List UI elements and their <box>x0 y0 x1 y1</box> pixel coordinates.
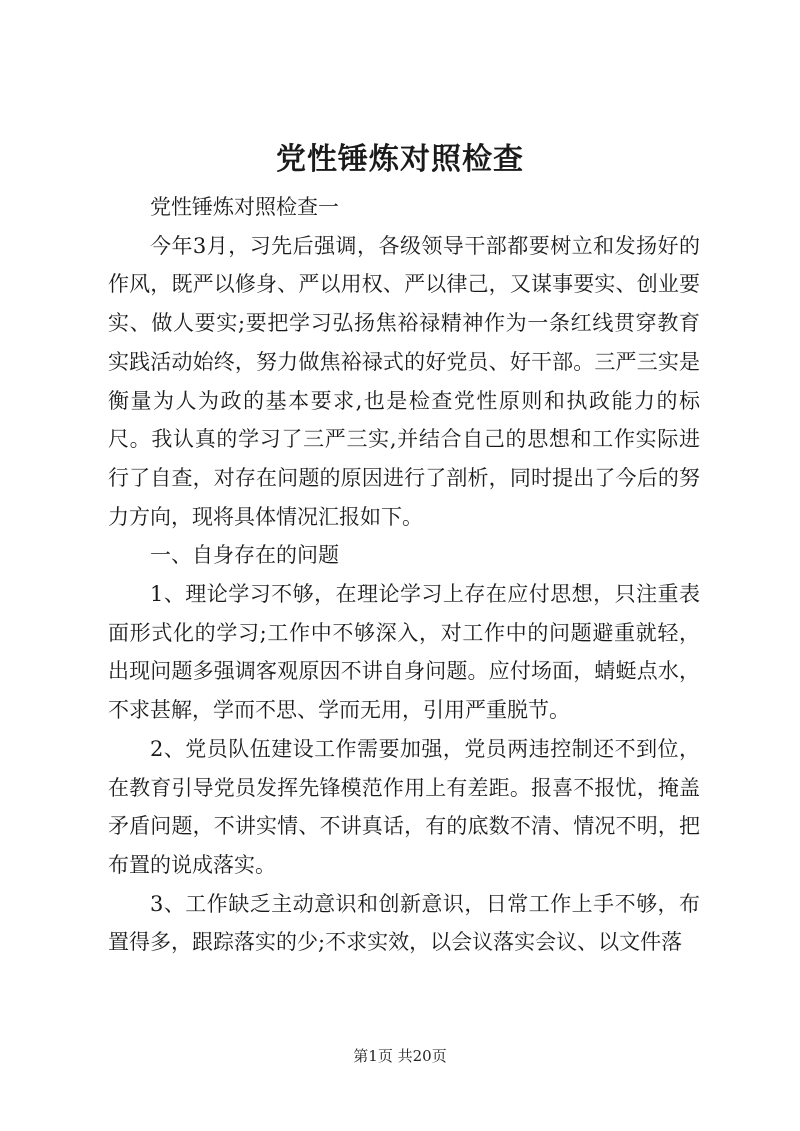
section-heading-intro: 党性锤炼对照检查一 <box>150 195 339 219</box>
paragraph-intro: 今年3月，习先后强调，各级领导干部都要树立和发扬好的作风，既严以修身、严以用权、严以律己，又谋事要实、创业要实、做人要实;要把学习弘扬焦裕禄精神作为一条红线贯穿教育实践活动始终，努力做焦裕禄式的好党员、好干部。三严三实是衡量为人为政的基本要求,也是检查党性原则和执政能力的标尺。我认真的学习了三严三实,并结合自己的思想和工作实际进行了自查，对存在问题的原因进行了剖析，同时提出了今后的努力方向，现将具体情况汇报如下。 <box>108 233 700 529</box>
document-body <box>108 188 700 962</box>
section-heading-problems: 一、自身存在的问题 <box>150 543 339 568</box>
paragraph-problem-2: 2、党员队伍建设工作需要加强，党员两违控制还不到位，在教育引导党员发挥先锋模范作用上有差距。报喜不报忧，掩盖矛盾问题，不讲实情、不讲真话，有的底数不清、情况不明，把布置的说成落实。 <box>108 736 700 877</box>
paragraph-problem-1: 1、理论学习不够，在理论学习上存在应付思想，只注重表面形式化的学习;工作中不够深入，对工作中的问题避重就轻，出现问题多强调客观原因不讲自身问题。应付场面，蜻蜓点水，不求甚解，学而不思、学而无用，引用严重脱节。 <box>108 582 700 723</box>
document-title: 党性锤炼对照检查 <box>276 142 524 177</box>
paragraph-problem-3: 3、工作缺乏主动意识和创新意识，日常工作上手不够，布置得多，跟踪落实的少;不求实效，以会议落实会议、以文件落 <box>108 891 700 955</box>
page-footer: 第1页 共20页 <box>353 1047 447 1065</box>
